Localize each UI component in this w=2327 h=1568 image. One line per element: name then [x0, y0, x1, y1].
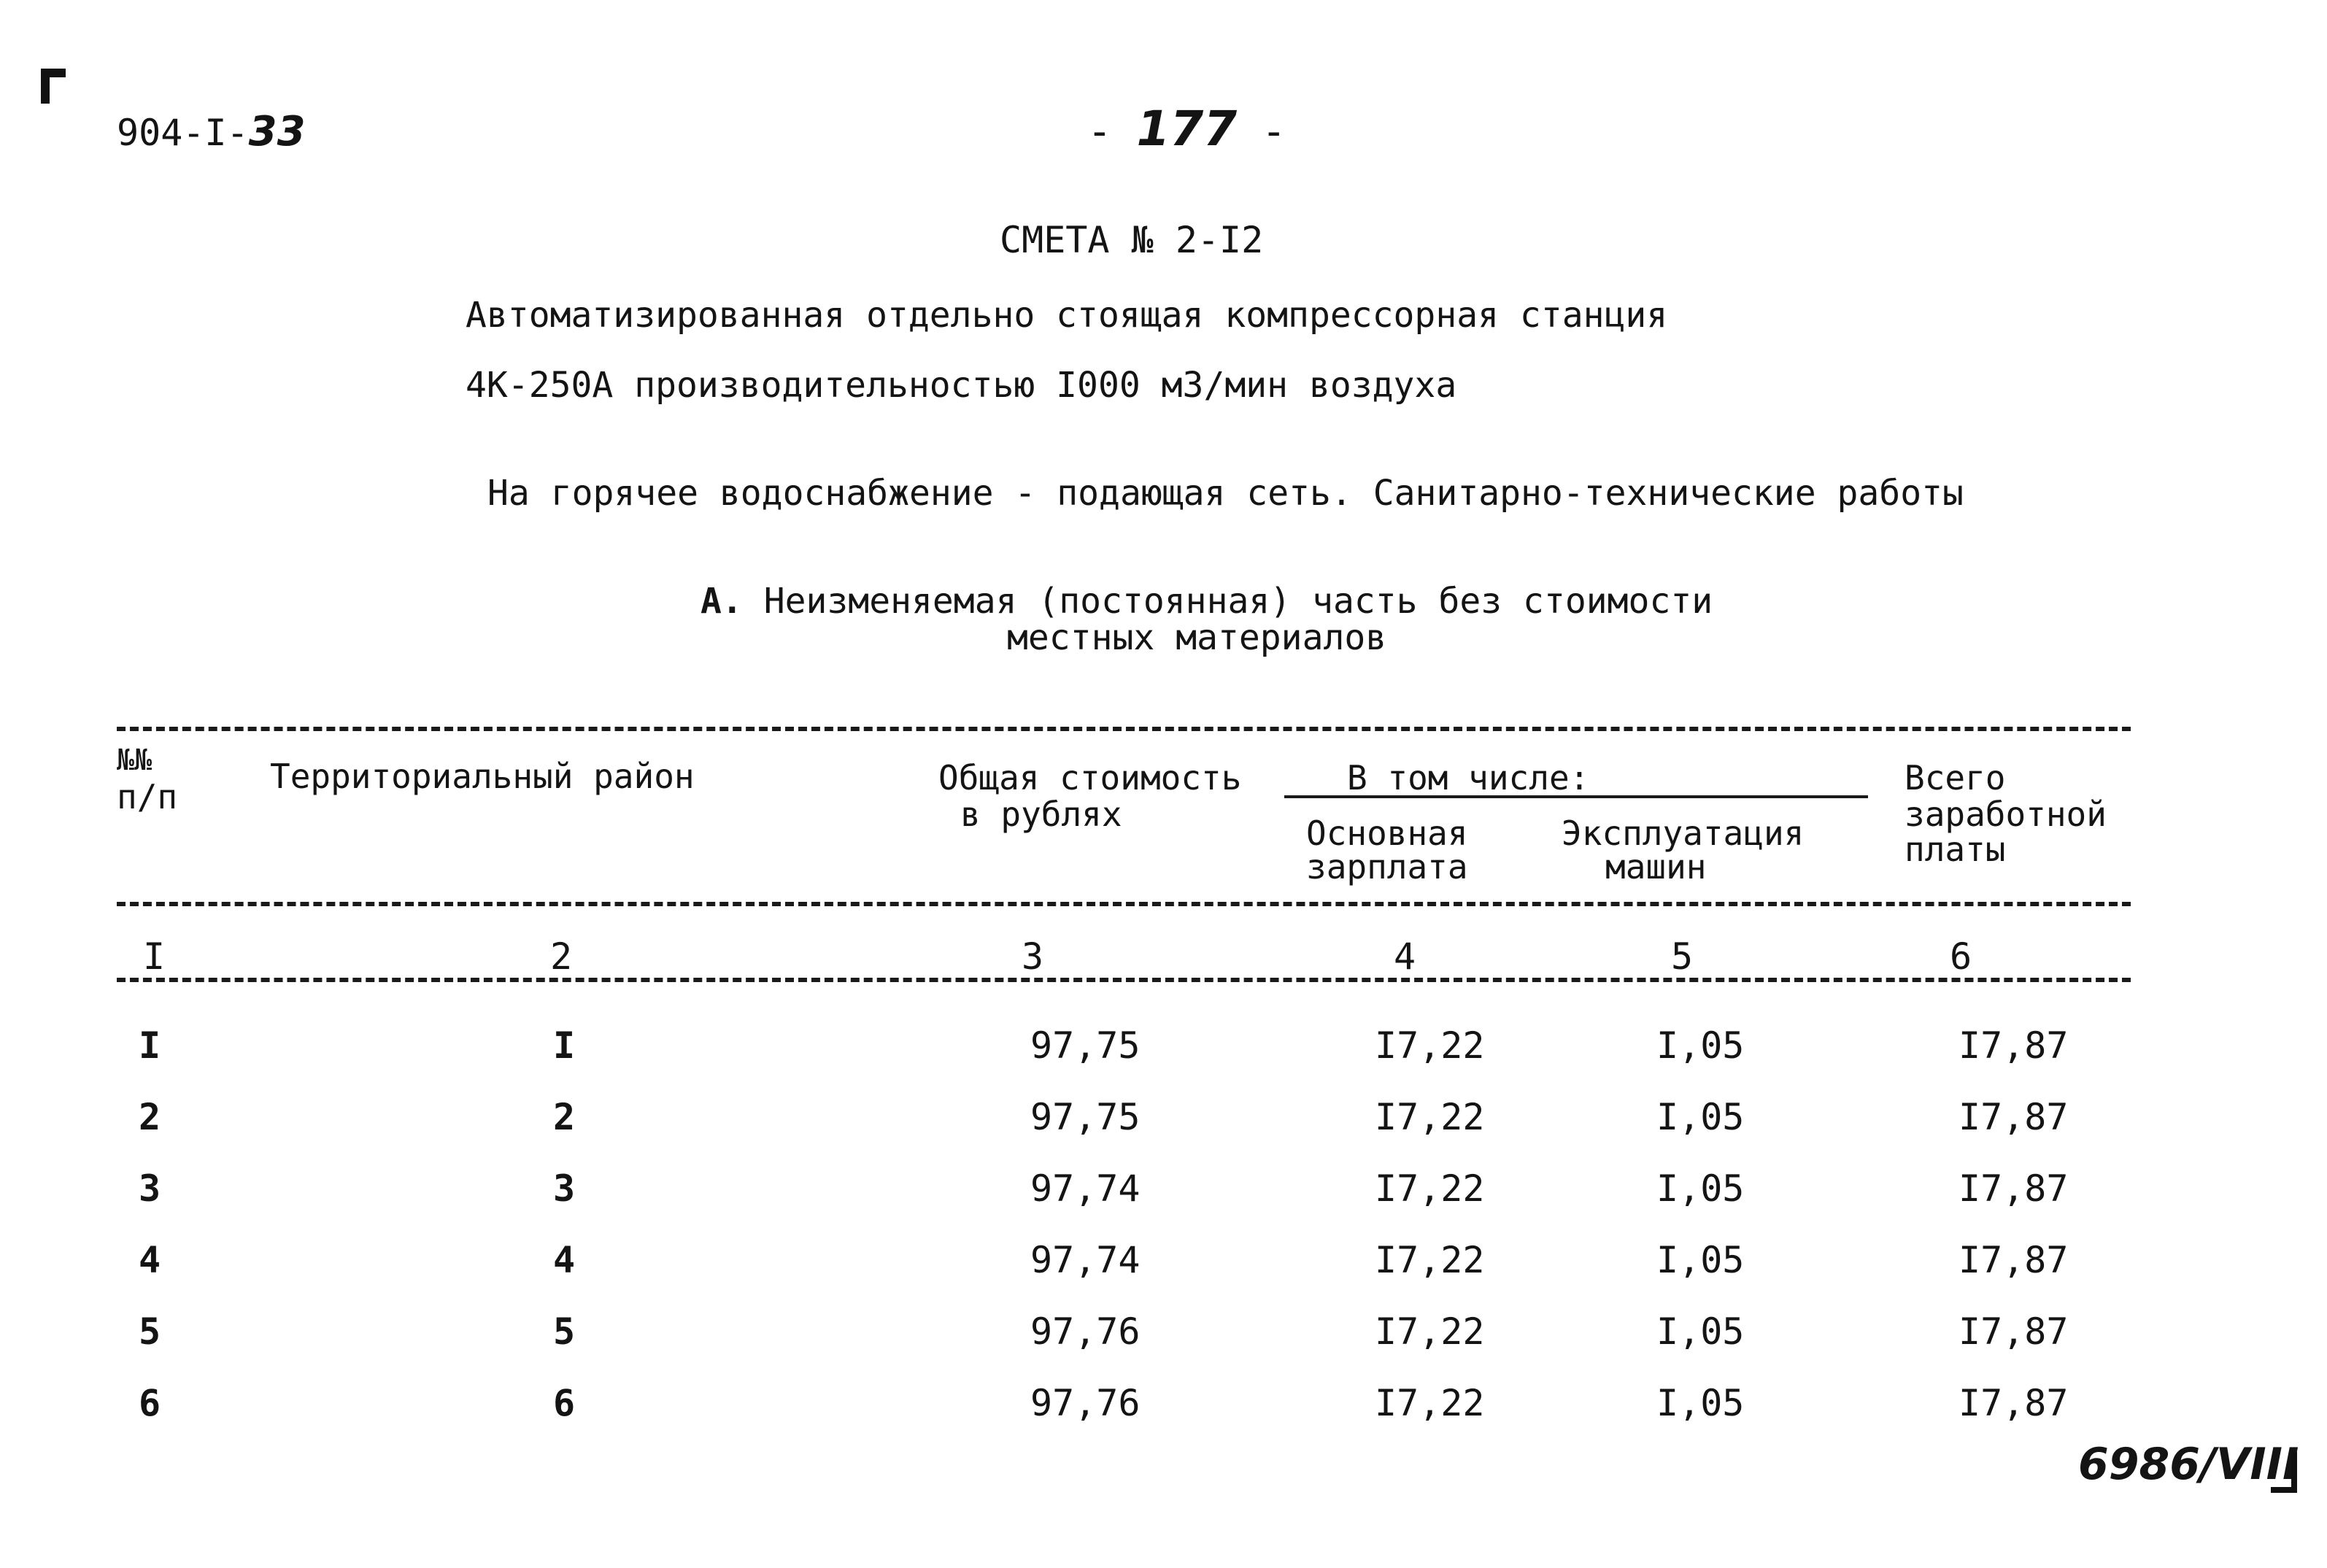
page-number: - 177 -	[1087, 101, 1286, 157]
row-machines: I,05	[1656, 1239, 1745, 1281]
document-code	[117, 108, 306, 155]
header-including: В том числе:	[1347, 758, 1590, 797]
header-bottom-rule	[117, 902, 2131, 906]
corner-mark-bottom-right	[2271, 1452, 2297, 1493]
header-salary-line2: зарплата	[1306, 847, 1468, 887]
archive-stamp: 6986/VIII	[2078, 1439, 2299, 1490]
row-wages: I7,87	[1959, 1096, 2069, 1138]
row-region: 4	[553, 1239, 576, 1281]
row-number: I	[139, 1024, 161, 1067]
column-number: 2	[550, 935, 573, 978]
header-region: Территориальный район	[270, 757, 695, 796]
row-machines: I,05	[1656, 1167, 1745, 1210]
corner-mark-top-left	[41, 69, 66, 104]
row-wages: I7,87	[1959, 1024, 2069, 1067]
document-code-prefix: 904-I-	[117, 112, 249, 154]
row-number: 4	[139, 1239, 161, 1281]
column-number: 6	[1950, 935, 1972, 978]
row-total: 97,75	[1030, 1024, 1141, 1067]
row-salary: I7,22	[1375, 1382, 1485, 1424]
section-title-line1	[701, 581, 1713, 622]
row-salary: I7,22	[1375, 1310, 1485, 1353]
row-salary: I7,22	[1375, 1167, 1485, 1210]
row-region: 6	[553, 1382, 576, 1424]
column-number: 4	[1394, 935, 1416, 978]
estimate-subtitle-line2: 4К-250А производительностью I000 м3/мин воздуха	[466, 365, 1457, 406]
row-number: 2	[139, 1096, 161, 1138]
row-total: 97,75	[1030, 1096, 1141, 1138]
work-description: На горячее водоснабжение - подающая сеть. Санитарно-технические работы	[487, 473, 1964, 514]
row-total: 97,74	[1030, 1239, 1141, 1281]
header-wages-line3: платы	[1905, 830, 2006, 869]
row-salary: I7,22	[1375, 1096, 1485, 1138]
header-num-line1: №№	[117, 744, 153, 777]
header-machines-line1: Эксплуатация	[1562, 814, 1805, 853]
document-code-handwritten: 33	[248, 108, 306, 155]
estimate-title: СМЕТА № 2-I2	[1000, 219, 1264, 261]
row-wages: I7,87	[1959, 1167, 2069, 1210]
row-wages: I7,87	[1959, 1310, 2069, 1353]
header-wages-line2: заработной	[1905, 795, 2107, 834]
column-number: 5	[1671, 935, 1694, 978]
row-machines: I,05	[1656, 1024, 1745, 1067]
row-region: 5	[553, 1310, 576, 1353]
section-letter: А.	[701, 581, 743, 622]
row-machines: I,05	[1656, 1310, 1745, 1353]
header-machines-line2: машин	[1605, 847, 1707, 887]
row-total: 97,76	[1030, 1382, 1141, 1424]
row-salary: I7,22	[1375, 1239, 1485, 1281]
table-top-rule	[117, 727, 2131, 731]
estimate-subtitle-line1: Автоматизированная отдельно стоящая компрессорная станция	[466, 295, 1668, 336]
row-number: 3	[139, 1167, 161, 1210]
row-region: 2	[553, 1096, 576, 1138]
section-title-text: Неизменяемая (постоянная) часть без стоимости	[763, 581, 1713, 622]
row-salary: I7,22	[1375, 1024, 1485, 1067]
header-wages-line1: Всего	[1905, 758, 2006, 797]
row-region: I	[553, 1024, 576, 1067]
row-machines: I,05	[1656, 1096, 1745, 1138]
row-machines: I,05	[1656, 1382, 1745, 1424]
header-total-line2: в рублях	[960, 795, 1122, 834]
row-number: 5	[139, 1310, 161, 1353]
row-wages: I7,87	[1959, 1239, 2069, 1281]
page-number-value: 177	[1136, 101, 1238, 157]
row-number: 6	[139, 1382, 161, 1424]
row-total: 97,74	[1030, 1167, 1141, 1210]
row-wages: I7,87	[1959, 1382, 2069, 1424]
section-title-line2: местных материалов	[1007, 617, 1387, 658]
header-total-line1: Общая стоимость	[938, 758, 1242, 797]
column-number-rule	[117, 978, 2131, 982]
header-salary-line1: Основная	[1306, 814, 1468, 853]
row-total: 97,76	[1030, 1310, 1141, 1353]
column-number: 3	[1022, 935, 1044, 978]
row-region: 3	[553, 1167, 576, 1210]
header-num-line2: п/п	[117, 777, 178, 816]
column-number: I	[143, 935, 166, 978]
